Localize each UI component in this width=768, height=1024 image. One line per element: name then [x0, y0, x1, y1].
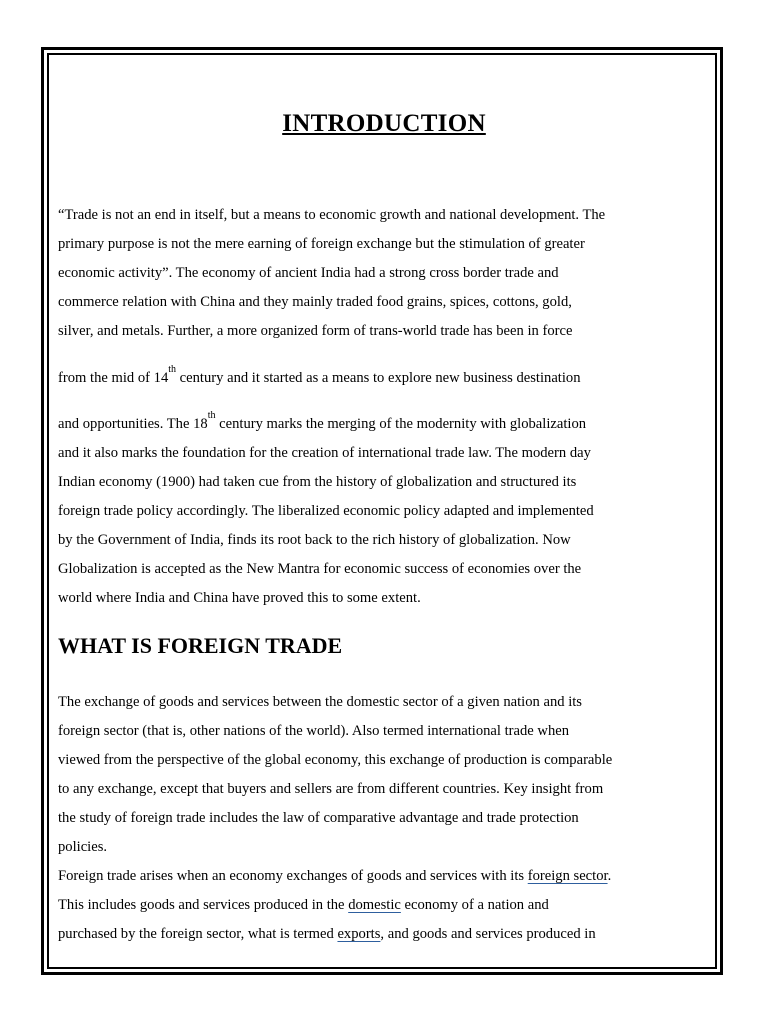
intro-line [58, 410, 587, 434]
intro-line: commerce relation with China and they mainly traded food grains, spices, cottons, gold, [58, 294, 572, 310]
domestic-link[interactable]: domestic [348, 897, 401, 913]
section-heading: WHAT IS FOREIGN TRADE [58, 633, 343, 658]
intro-line [58, 364, 581, 388]
body-line [58, 924, 596, 944]
superscript: th [168, 364, 177, 376]
body-text: This includes goods and services produced in the [58, 897, 349, 913]
page-title: INTRODUCTION [282, 110, 486, 137]
body-line [58, 866, 611, 886]
intro-text: and opportunities. The 18 [58, 416, 208, 432]
body-line: to any exchange, except that buyers and sellers are from different countries. Key insight from [58, 781, 604, 797]
intro-text: from the mid of 14 [58, 370, 169, 386]
intro-line: foreign trade policy accordingly. The liberalized economic policy adapted and implemented [58, 503, 594, 519]
exports-link[interactable]: exports [337, 926, 381, 942]
foreign-sector-link[interactable]: foreign sector [527, 868, 608, 884]
intro-line: world where India and China have proved this to some extent. [58, 590, 421, 606]
body-line: policies. [58, 839, 108, 855]
intro-line: Indian economy (1900) had taken cue from the history of globalization and structured its [58, 474, 577, 490]
body-line: foreign sector (that is, other nations of the world). Also termed international trade when [58, 723, 570, 739]
body-text: purchased by the foreign sector, what is termed [58, 926, 338, 942]
intro-line: economic activity”. The economy of ancient India had a strong cross border trade and [58, 265, 559, 281]
intro-line: by the Government of India, finds its root back to the rich history of globalization. Now [58, 532, 571, 548]
body-line: The exchange of goods and services between the domestic sector of a given nation and its [58, 694, 582, 710]
body-text: , and goods and services produced in [380, 926, 596, 942]
body-text: economy of a nation and [400, 897, 549, 913]
intro-line: silver, and metals. Further, a more organized form of trans-world trade has been in force [58, 323, 573, 339]
intro-text: century and it started as a means to explore new business destination [176, 370, 581, 386]
body-line: the study of foreign trade includes the law of comparative advantage and trade protection [58, 810, 579, 826]
body-line: viewed from the perspective of the global economy, this exchange of production is comparable [58, 752, 613, 768]
intro-line: Globalization is accepted as the New Mantra for economic success of economies over the [58, 561, 582, 577]
body-line [58, 895, 549, 915]
superscript: th [207, 410, 216, 422]
intro-text: century marks the merging of the modernity with globalization [215, 416, 587, 432]
intro-line: primary purpose is not the mere earning of foreign exchange but the stimulation of greater [58, 236, 585, 252]
intro-line: and it also marks the foundation for the creation of international trade law. The modern day [58, 445, 591, 461]
body-text: . [607, 868, 612, 884]
intro-line: “Trade is not an end in itself, but a means to economic growth and national development. The [58, 207, 606, 223]
body-text: Foreign trade arises when an economy exchanges of goods and services with its [58, 868, 528, 884]
